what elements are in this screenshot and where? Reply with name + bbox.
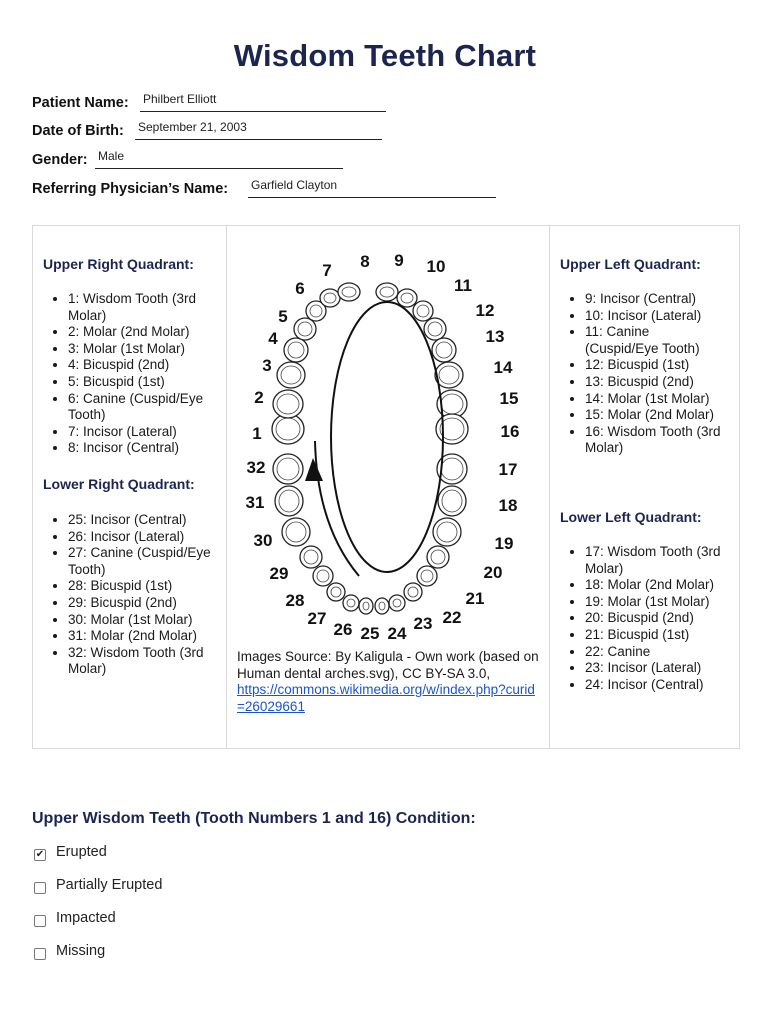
tooth-number-12: 12 — [475, 301, 495, 320]
tooth-number-19: 19 — [494, 534, 514, 553]
tooth-number-18: 18 — [498, 496, 518, 515]
patient-name-label: Patient Name: — [32, 95, 129, 111]
tooth-32 — [273, 454, 303, 484]
tooth-list-item: • 24: Incisor (Central) — [585, 677, 725, 694]
left-quadrants-column — [550, 226, 739, 748]
right-quadrants-column — [33, 226, 227, 748]
gender-label: Gender: — [32, 152, 88, 168]
tooth-number-17: 17 — [498, 460, 518, 479]
tooth-8 — [338, 283, 360, 301]
physician-value[interactable]: Garfield Clayton — [251, 178, 338, 192]
tooth-number-16: 16 — [500, 422, 520, 441]
lower-left-tooth-list — [550, 544, 725, 693]
tooth-list-item: • 25: Incisor (Central) — [68, 512, 218, 529]
dob-field — [32, 120, 247, 139]
tooth-number-29: 29 — [269, 564, 289, 583]
tooth-list-item: • 10: Incisor (Lateral) — [585, 308, 725, 325]
tooth-22 — [404, 583, 422, 601]
condition-heading: Upper Wisdom Teeth (Tooth Numbers 1 and 16) Condition: — [32, 810, 476, 827]
tooth-list-item: • 5: Bicuspid (1st) — [68, 374, 218, 391]
diagram-column — [227, 226, 550, 748]
tooth-number-20: 20 — [483, 563, 503, 582]
tooth-list-item: • 6: Canine (Cuspid/Eye Tooth) — [68, 391, 218, 424]
tooth-list-item: • 1: Wisdom Tooth (3rd Molar) — [68, 291, 218, 324]
tooth-number-31: 31 — [245, 493, 265, 512]
dob-value[interactable]: September 21, 2003 — [138, 120, 247, 134]
page-title: Wisdom Teeth Chart — [233, 38, 537, 73]
tooth-number-21: 21 — [465, 589, 485, 608]
tooth-number-26: 26 — [333, 620, 353, 639]
gender-field — [32, 149, 125, 168]
tooth-list-item: • 21: Bicuspid (1st) — [585, 627, 725, 644]
teeth-group — [269, 283, 468, 614]
image-source-text: Images Source: By Kaligula - Own work (based on Human dental arches.svg), CC BY-SA 3.0, — [237, 649, 539, 681]
tooth-16 — [436, 414, 468, 444]
lower-right-quadrant-heading: Lower Right Quadrant: — [43, 476, 195, 492]
dob-label: Date of Birth: — [32, 123, 124, 139]
physician-line[interactable] — [248, 197, 496, 198]
tooth-21 — [417, 566, 437, 586]
lower-left-quadrant-heading: Lower Left Quadrant: — [560, 509, 702, 525]
tooth-11 — [413, 301, 433, 321]
tooth-list-item: • 7: Incisor (Lateral) — [68, 424, 218, 441]
tooth-number-7: 7 — [322, 261, 332, 280]
tooth-list-item: • 8: Incisor (Central) — [68, 440, 218, 457]
tooth-number-10: 10 — [426, 257, 446, 276]
dental-arch-diagram — [227, 226, 549, 646]
tooth-list-item: • 14: Molar (1st Molar) — [585, 391, 725, 408]
tooth-list-item: • 16: Wisdom Tooth (3rd Molar) — [585, 424, 725, 457]
tooth-23 — [389, 595, 405, 611]
tooth-5 — [294, 318, 316, 340]
upper-left-quadrant-heading: Upper Left Quadrant: — [560, 256, 701, 272]
dob-line[interactable] — [135, 139, 382, 140]
tooth-list-item: • 9: Incisor (Central) — [585, 291, 725, 308]
tooth-number-14: 14 — [493, 358, 513, 377]
tooth-list-item: • 4: Bicuspid (2nd) — [68, 357, 218, 374]
tooth-29 — [300, 546, 322, 568]
tooth-list-item: • 20: Bicuspid (2nd) — [585, 610, 725, 627]
tooth-number-22: 22 — [442, 608, 462, 627]
tooth-number-2: 2 — [254, 388, 264, 407]
tooth-list-item: • 3: Molar (1st Molar) — [68, 341, 218, 358]
tooth-number-5: 5 — [278, 307, 288, 326]
arch-outline — [331, 302, 443, 572]
tooth-list-item: • 2: Molar (2nd Molar) — [68, 324, 218, 341]
tooth-25 — [359, 598, 373, 614]
condition-option-label: Partially Erupted — [56, 877, 163, 893]
tooth-list-item: • 15: Molar (2nd Molar) — [585, 407, 725, 424]
tooth-10 — [397, 289, 417, 307]
tooth-list-item: • 12: Bicuspid (1st) — [585, 357, 725, 374]
arrow-head-icon — [305, 458, 323, 481]
tooth-24 — [375, 598, 389, 614]
checkbox-checked[interactable]: ✔ — [35, 849, 45, 860]
tooth-number-28: 28 — [285, 591, 305, 610]
tooth-number-32: 32 — [246, 458, 266, 477]
patient-name-line[interactable] — [140, 111, 386, 112]
gender-value[interactable]: Male — [98, 149, 125, 163]
image-source — [237, 649, 542, 715]
upper-right-tooth-list — [33, 291, 218, 457]
tooth-list-item: • 27: Canine (Cuspid/Eye Tooth) — [68, 545, 218, 578]
tooth-number-9: 9 — [394, 251, 404, 270]
tooth-9 — [376, 283, 398, 301]
tooth-26 — [343, 595, 359, 611]
tooth-list-item: • 26: Incisor (Lateral) — [68, 529, 218, 546]
upper-left-tooth-list — [550, 291, 725, 457]
condition-option-label: Erupted — [56, 844, 107, 860]
tooth-28 — [313, 566, 333, 586]
tooth-number-3: 3 — [262, 356, 272, 375]
tooth-list-item: • 17: Wisdom Tooth (3rd Molar) — [585, 544, 725, 577]
patient-name-field — [32, 92, 217, 111]
patient-name-value[interactable]: Philbert Elliott — [143, 92, 217, 106]
tooth-list-item: • 31: Molar (2nd Molar) — [68, 628, 218, 645]
tooth-number-4: 4 — [268, 329, 278, 348]
tooth-number-13: 13 — [485, 327, 505, 346]
tooth-list-item: • 29: Bicuspid (2nd) — [68, 595, 218, 612]
lower-right-tooth-list — [33, 512, 218, 678]
condition-option-label: Impacted — [56, 910, 116, 926]
checkbox-unchecked[interactable] — [34, 915, 46, 927]
tooth-20 — [427, 546, 449, 568]
tooth-list-item: • 18: Molar (2nd Molar) — [585, 577, 725, 594]
checkbox-unchecked[interactable] — [34, 882, 46, 894]
tooth-number-1: 1 — [252, 424, 262, 443]
tooth-number-30: 30 — [253, 531, 273, 550]
image-source-link[interactable]: https://commons.wikimedia.org/w/index.php?curid=26029661 — [237, 682, 535, 714]
tooth-number-15: 15 — [499, 389, 519, 408]
gender-line[interactable] — [95, 168, 343, 169]
tooth-list-item: • 32: Wisdom Tooth (3rd Molar) — [68, 645, 218, 678]
tooth-number-11: 11 — [454, 276, 472, 295]
tooth-number-24: 24 — [387, 624, 407, 643]
tooth-7 — [320, 289, 340, 307]
teeth-table — [32, 225, 740, 749]
condition-option-label: Missing — [56, 943, 106, 959]
tooth-list-item: • 23: Incisor (Lateral) — [585, 660, 725, 677]
tooth-number-labels — [246, 251, 520, 643]
tooth-list-item: • 22: Canine — [585, 644, 725, 661]
tooth-number-6: 6 — [295, 279, 305, 298]
tooth-27 — [327, 583, 345, 601]
tooth-list-item: • 19: Molar (1st Molar) — [585, 594, 725, 611]
tooth-list-item: • 11: Canine (Cuspid/Eye Tooth) — [585, 324, 725, 357]
tooth-number-25: 25 — [360, 624, 380, 643]
checkbox-unchecked[interactable] — [34, 948, 46, 960]
tooth-list-item: • 28: Bicuspid (1st) — [68, 578, 218, 595]
tooth-number-23: 23 — [413, 614, 433, 633]
tooth-number-8: 8 — [360, 252, 370, 271]
tooth-list-item: • 13: Bicuspid (2nd) — [585, 374, 725, 391]
physician-label: Referring Physician’s Name: — [32, 181, 229, 197]
tooth-12 — [424, 318, 446, 340]
tooth-number-27: 27 — [307, 609, 327, 628]
upper-right-quadrant-heading: Upper Right Quadrant: — [43, 256, 194, 272]
tooth-list-item: • 30: Molar (1st Molar) — [68, 612, 218, 629]
physician-field — [32, 178, 338, 197]
